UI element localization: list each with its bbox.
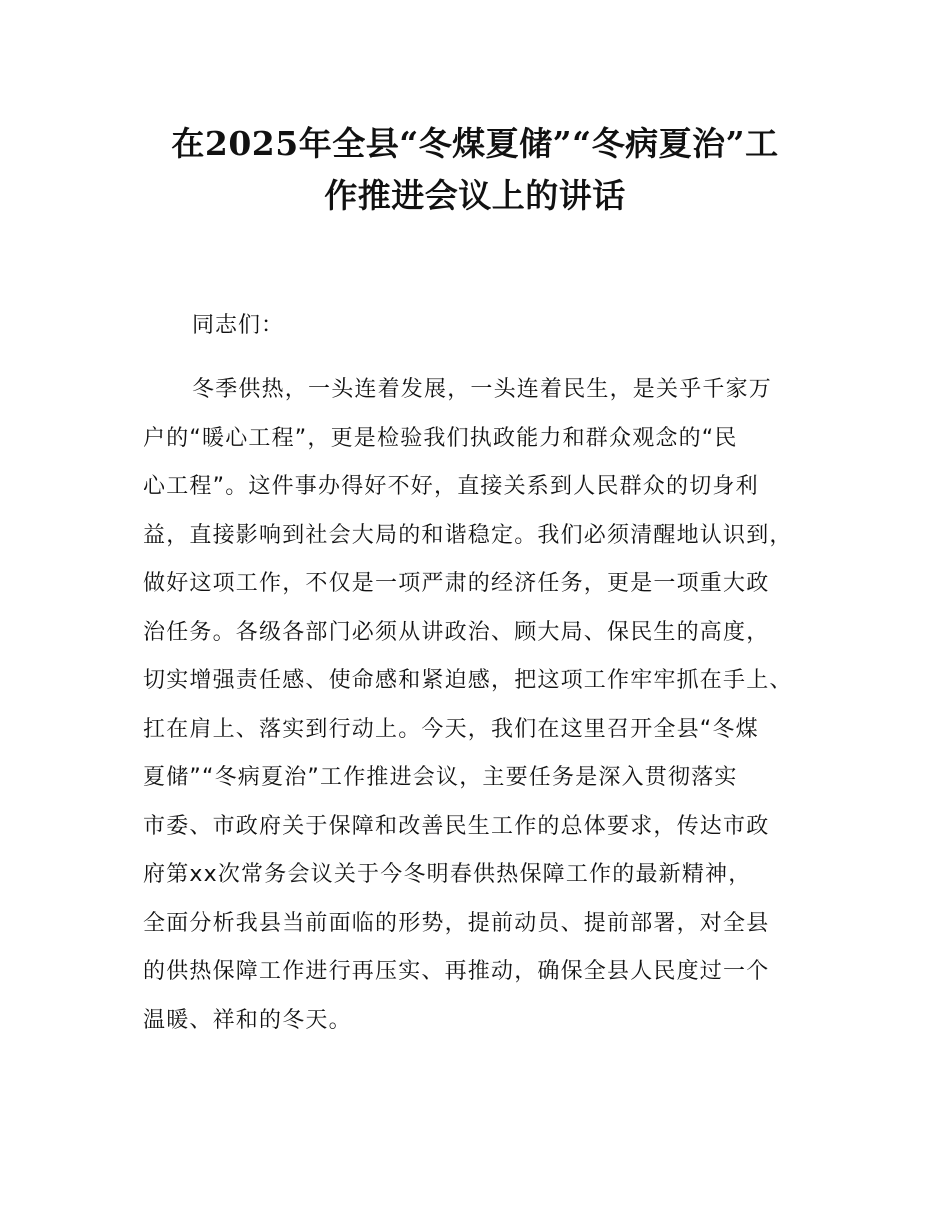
paragraph-line: 治任务。各级各部门必须从讲政治、顾大局、保民生的高度， xyxy=(143,619,770,645)
paragraph-line: 户的“暖心工程”，更是检验我们执政能力和群众观念的“民 xyxy=(143,425,738,451)
title-line: 在2025年全县“冬煤夏储”“冬病夏治”工 xyxy=(171,124,779,163)
document-title xyxy=(120,118,830,222)
paragraph-line: 府第xx次常务会议关于今冬明春供热保障工作的最新精神， xyxy=(143,862,752,887)
paragraph-line: 做好这项工作，不仅是一项严肃的经济任务，更是一项重大政 xyxy=(143,571,770,596)
paragraph-line: 益，直接影响到社会大局的和谐稳定。我们必须清醒地认识到， xyxy=(143,522,793,548)
paragraph-line: 切实增强责任感、使命感和紧迫感，把这项工作牢牢抓在手上、 xyxy=(143,668,793,693)
salutation: 同志们： xyxy=(192,313,285,338)
title-line: 作推进会议上的讲话 xyxy=(324,176,626,215)
paragraph-line: 心工程”。这件事办得好不好，直接关系到人民群众的切身利 xyxy=(143,474,759,499)
paragraph-line: 温暖、祥和的冬天。 xyxy=(143,1007,352,1033)
speech-paragraph xyxy=(143,370,823,1049)
paragraph-line: 市委、市政府关于保障和改善民生工作的总体要求，传达市政 xyxy=(143,813,770,839)
paragraph-line: 冬季供热，一头连着发展，一头连着民生，是关乎千家万 xyxy=(192,377,773,402)
paragraph-line: 夏储”“冬病夏治”工作推进会议，主要任务是深入贯彻落实 xyxy=(143,765,738,790)
paragraph-line: 全面分析我县当前面临的形势，提前动员、提前部署，对全县 xyxy=(143,910,770,936)
paragraph-line: 的供热保障工作进行再压实、再推动，确保全县人民度过一个 xyxy=(143,959,770,984)
paragraph-line: 扛在肩上、落实到行动上。今天，我们在这里召开全县“冬煤 xyxy=(143,716,759,742)
